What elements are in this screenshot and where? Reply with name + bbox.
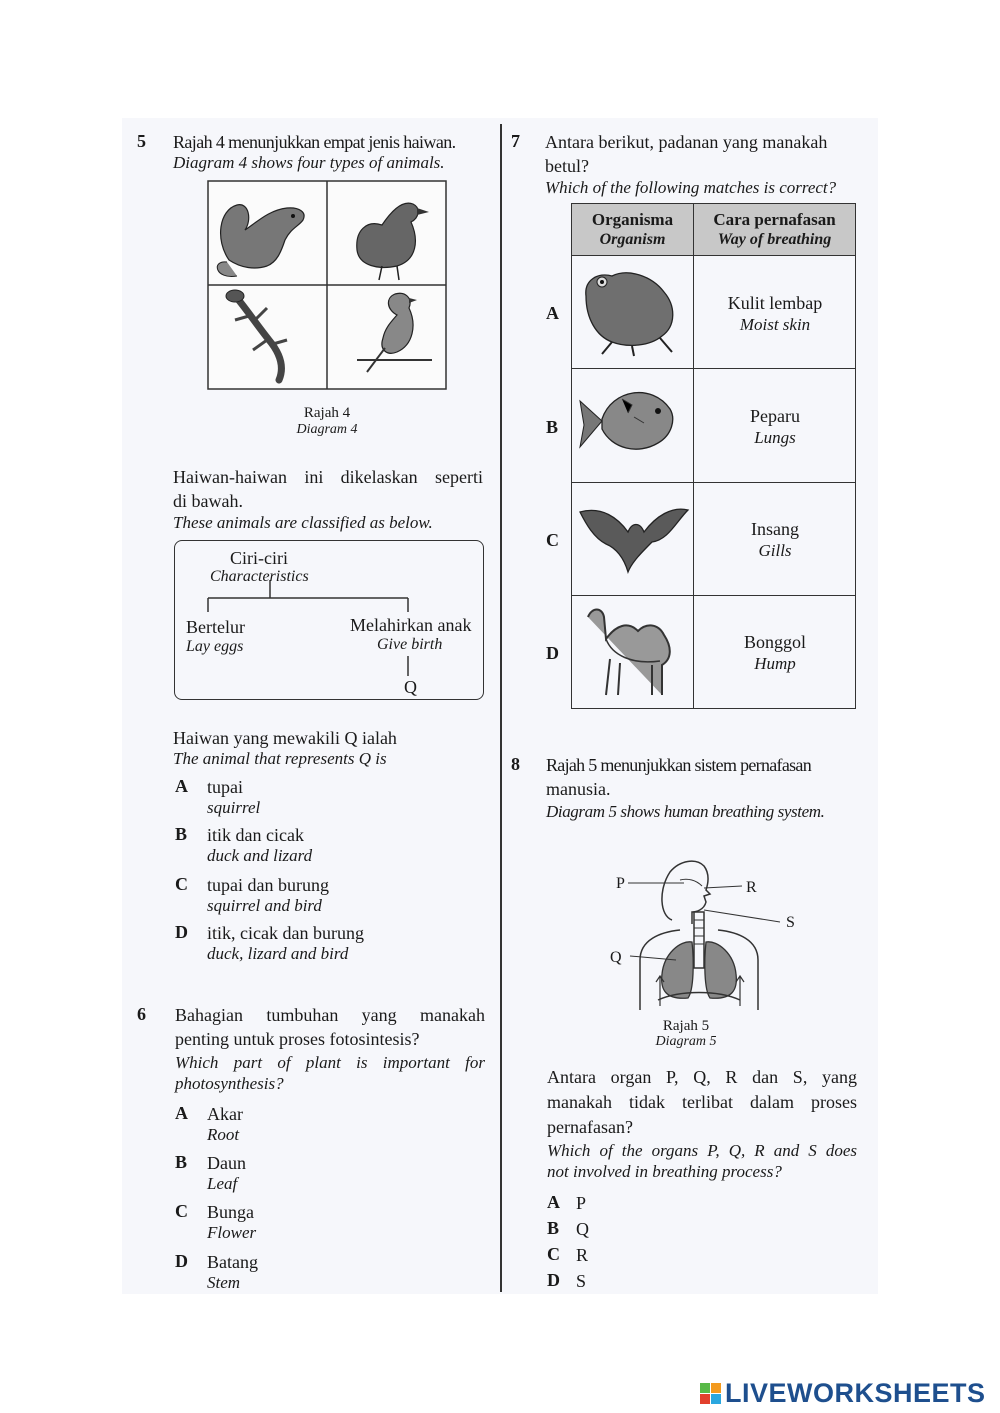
diagram-5-label-s: S <box>786 914 795 931</box>
q8-question-ms-3: pernafasan? <box>547 1117 633 1137</box>
logo-grid-icon <box>700 1383 721 1404</box>
q6-option-b-en: Leaf <box>207 1174 238 1193</box>
q8-question-en-2: not involved in breathing process? <box>547 1162 782 1181</box>
logo-square-cyan <box>711 1394 721 1404</box>
chart-left-en: Lay eggs <box>186 638 244 655</box>
q6-text-ms-1: Bahagian tumbuhan yang manakah <box>175 1005 485 1025</box>
q5-option-c-ms: tupai dan burung <box>207 875 329 895</box>
q7-row-d-letter[interactable]: D <box>546 643 559 663</box>
q8-option-c-letter[interactable]: C <box>547 1244 560 1264</box>
q8-text-ms-2: manusia. <box>546 779 611 799</box>
chart-root-en: Characteristics <box>210 568 309 585</box>
q8-option-d-letter[interactable]: D <box>547 1270 560 1290</box>
q7-organism-pictures <box>572 256 693 708</box>
q8-option-c-value: R <box>576 1245 589 1265</box>
q5-option-d-ms: itik, cicak dan burung <box>207 923 364 943</box>
q7-row-a-en: Moist skin <box>739 315 811 334</box>
q7-header-col1-ms: Organisma <box>591 209 674 229</box>
q6-option-a-en: Root <box>207 1125 240 1144</box>
q7-header-organism <box>572 204 694 256</box>
q6-option-c-en: Flower <box>207 1223 257 1242</box>
q7-header-col2-en: Way of breathing <box>717 230 832 248</box>
diagram-5-label-r: R <box>746 879 757 896</box>
chart-right-ms: Melahirkan anak <box>350 615 472 635</box>
q7-text-ms-2: betul? <box>545 156 589 176</box>
q7-number: 7 <box>511 131 520 151</box>
q5-option-b-ms: itik dan cicak <box>207 825 304 845</box>
camel-image <box>588 610 670 696</box>
diagram-5-caption-en: Diagram 5 <box>655 1034 717 1049</box>
q7-row-d-en: Hump <box>754 654 796 673</box>
q6-option-c-ms: Bunga <box>207 1202 254 1222</box>
q6-text-en-1: Which part of plant is important for <box>175 1053 485 1072</box>
q8-number: 8 <box>511 754 520 774</box>
q5-option-a-ms: tupai <box>207 777 243 797</box>
q7-row-c-en: Gills <box>758 541 792 560</box>
diagram-4-caption-ms: Rajah 4 <box>303 405 351 421</box>
chart-right-en: Give birth <box>377 636 443 653</box>
q8-option-b-value: Q <box>576 1219 589 1239</box>
diagram-5-label-q: Q <box>610 949 622 966</box>
diagram-5-caption-ms: Rajah 5 <box>662 1018 710 1034</box>
q7-row-a-letter[interactable]: A <box>546 303 559 323</box>
q8-question-ms-1: Antara organ P, Q, R dan S, yang <box>547 1067 857 1087</box>
q8-option-a-value: P <box>576 1193 587 1213</box>
q8-text-ms-1: Rajah 5 menunjukkan sistem pernafasan <box>546 755 812 775</box>
frog-image <box>586 273 673 356</box>
q5-option-b-en: duck and lizard <box>207 846 313 865</box>
q7-row-c-letter[interactable]: C <box>546 530 559 550</box>
q5-option-c-en: squirrel and bird <box>207 896 322 915</box>
fish-image <box>580 393 673 450</box>
diagram-5-label-p: P <box>616 875 625 892</box>
q5-text-en: Diagram 4 shows four types of animals. <box>173 153 445 172</box>
q7-row-b-en: Lungs <box>754 428 796 447</box>
q6-option-b-ms: Daun <box>207 1153 246 1173</box>
chart-left-ms: Bertelur <box>186 617 245 637</box>
q5-question-ms: Haiwan yang mewakili Q ialah <box>173 728 397 748</box>
q6-option-a-ms: Akar <box>207 1104 243 1124</box>
q5-option-a-en: squirrel <box>207 798 261 817</box>
q8-text-en: Diagram 5 shows human breathing system. <box>546 802 825 821</box>
q5-option-a-letter[interactable]: A <box>175 776 188 796</box>
q5-classify-ms-2: di bawah. <box>173 491 243 511</box>
q7-row-d-ms: Bonggol <box>743 632 806 652</box>
logo-square-orange <box>711 1383 721 1393</box>
q5-question-en: The animal that represents Q is <box>173 749 387 768</box>
q7-header-col1-en: Organism <box>599 230 666 248</box>
q5-text-ms: Rajah 4 menunjukkan empat jenis haiwan. <box>173 132 456 152</box>
q7-text-en: Which of the following matches is correct? <box>545 178 837 197</box>
q6-option-b-letter[interactable]: B <box>175 1152 188 1172</box>
bat-image <box>580 509 688 572</box>
q8-option-d-value: S <box>576 1271 587 1291</box>
q5-classify-ms-1: Haiwan-haiwan ini dikelaskan seperti <box>173 467 483 487</box>
q7-header-col2-ms: Cara pernafasan <box>713 209 836 229</box>
logo-square-red <box>700 1394 710 1404</box>
q6-option-d-en: Stem <box>207 1273 241 1292</box>
liveworksheets-logo[interactable] <box>700 1378 986 1409</box>
q6-text-ms-2: penting untuk proses fotosintesis? <box>175 1029 420 1049</box>
q8-question-ms-2: manakah tidak terlibat dalam proses <box>547 1092 857 1112</box>
chart-leaf-q: Q <box>404 677 417 697</box>
q5-option-d-letter[interactable]: D <box>175 922 188 942</box>
chart-root-ms: Ciri-ciri <box>230 548 288 568</box>
q6-text-en-2: photosynthesis? <box>175 1074 284 1093</box>
column-divider <box>500 124 502 1292</box>
q6-number: 6 <box>137 1004 146 1024</box>
q6-option-c-letter[interactable]: C <box>175 1201 188 1221</box>
logo-text: LIVEWORKSHEETS <box>725 1378 986 1408</box>
q7-header-breathing <box>694 204 856 256</box>
q8-option-a-letter[interactable]: A <box>547 1192 560 1212</box>
logo-square-green <box>700 1383 710 1393</box>
q6-option-a-letter[interactable]: A <box>175 1103 188 1123</box>
q6-option-d-ms: Batang <box>207 1252 258 1272</box>
q5-option-c-letter[interactable]: C <box>175 874 188 894</box>
q7-row-b-ms: Peparu <box>750 406 800 426</box>
q5-classify-en: These animals are classified as below. <box>173 513 433 532</box>
q6-option-d-letter[interactable]: D <box>175 1251 188 1271</box>
q8-question-en-1: Which of the organs P, Q, R and S does <box>547 1141 857 1160</box>
q5-option-d-en: duck, lizard and bird <box>207 944 349 963</box>
q7-text-ms-1: Antara berikut, padanan yang manakah <box>545 132 828 152</box>
q7-row-b-letter[interactable]: B <box>546 417 559 437</box>
q8-option-b-letter[interactable]: B <box>547 1218 560 1238</box>
diagram-4-animals <box>207 180 447 390</box>
q5-number: 5 <box>137 131 146 151</box>
diagram-4-caption-en: Diagram 4 <box>296 422 358 437</box>
q5-option-b-letter[interactable]: B <box>175 824 188 844</box>
q7-row-c-ms: Insang <box>751 519 799 539</box>
q7-row-a-ms: Kulit lembap <box>727 293 823 313</box>
